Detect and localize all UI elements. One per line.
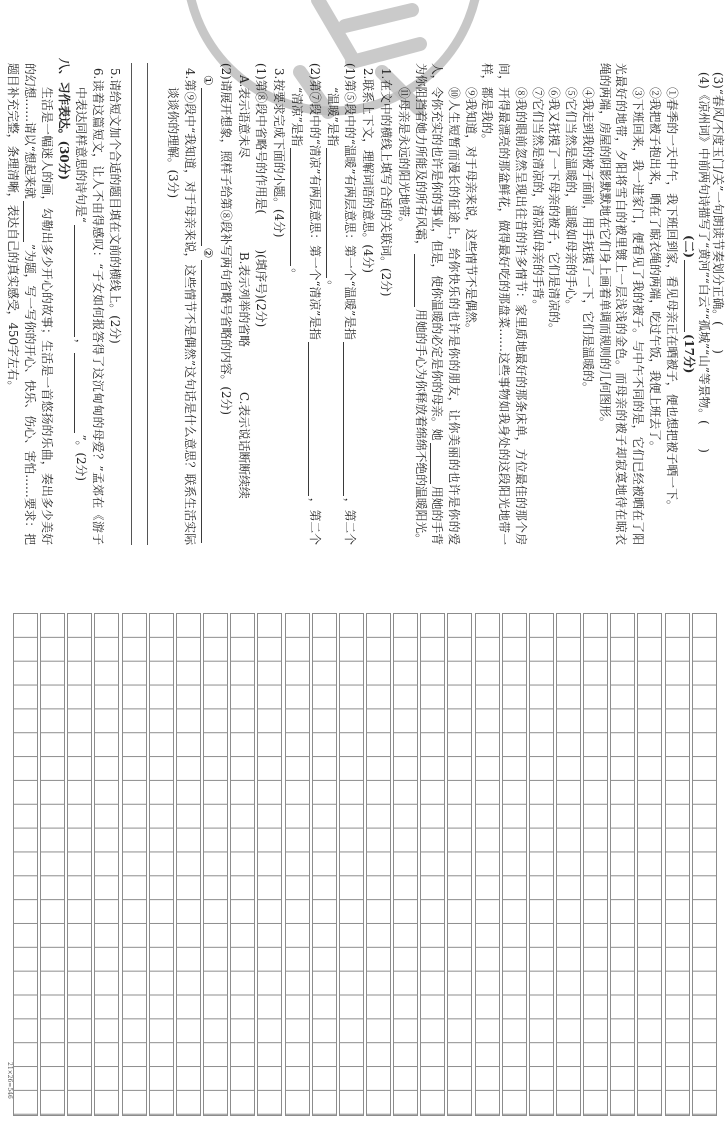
answer-blank (343, 342, 357, 496)
question-2-1 (342, 63, 358, 545)
composition-prompt-line (22, 63, 38, 545)
answer-blank (290, 148, 304, 266)
line-text: (1)第⑤段中的“温暖”有两层意思：第一个“温暖”是指 (343, 63, 357, 340)
conjunction-blank (414, 254, 428, 307)
title-blank (23, 201, 37, 242)
question-2: 2.联系上下文，理解词语的意思。(4分) (361, 68, 375, 273)
passage-line: 间，开得最漂亮的那盆鲜花，做得最好吃的那盘菜……这些事物如我身处的这段阳光地带一 (497, 63, 511, 545)
answer-blank (74, 225, 88, 337)
section-score: (17分) (682, 333, 696, 374)
line-text: (2)第⑦段中的“清凉”有两层意思：第一个“清凉”是指 (308, 63, 322, 340)
question-3: 3.按要求完成下面的小题。(4分) (272, 68, 286, 238)
question-3-1: (1)第⑧段中省略号的作用是( )(填序号)(2分) (254, 63, 268, 328)
line-text: ”为题，写一写你的开心、快乐、伤心、害怕……要求：把 (23, 244, 37, 545)
passage-line: 光最好的地带，夕阳将雪白的被里镀上一层浅浅的金色。而母亲的被子却寂寞地待在晾衣 (614, 63, 628, 545)
line-text: ，第二个 (343, 497, 357, 545)
line-text: 。 (290, 268, 304, 281)
answer-blank (74, 353, 88, 433)
line-text: 的幻想……请以“想起来就 (23, 63, 37, 199)
question-6: 6.读着这篇短文，让人不由得感叹：“子女如何报答得了这沉甸甸的母爱？”孟郊在《游子 (91, 68, 105, 545)
option-b: B.表示列举的省略 (237, 252, 251, 347)
passage-line: ②我把被子抱出来，晒在了晾衣绳的两端，吃过午饭，我便上班去了。 (648, 87, 662, 453)
line-text: 。 (326, 280, 340, 293)
passage-line: ①春季的一天中午，我下班回到家，看见母亲正在晒被子，便也想把被子晒一下。 (665, 87, 679, 512)
passage-line: ⑩人生短暂而漫长的征途上，给你快乐的也许是你的朋友，让你美丽的也许是你的爱 (447, 87, 461, 545)
question-6-continued (73, 87, 89, 481)
line-text: ， (74, 338, 88, 351)
line-text: ”。(2分) (74, 434, 88, 481)
passage-line: ③下班回来，我一进家门，便看见了我的被子。与中午不同的是，它们已经被晒在了阳 (631, 87, 645, 545)
answer-blank (308, 342, 322, 496)
composition-prompt-line: 生活是一幅迷人的画，勾勒出多少开心的故事；生活是一首悠扬的乐曲，奏出多少美好 (40, 87, 54, 545)
passage-line-with-blank (429, 63, 445, 545)
answer-blank (201, 88, 215, 246)
passage-line: 样，都是我的。 (480, 63, 494, 146)
passage-line-with-blank (413, 63, 429, 545)
passage-line: ⑥我又抚摸了一下母亲的被子，它们是清凉的。 (547, 87, 561, 335)
answer-label-1: ① (201, 75, 215, 86)
passage-heading (681, 235, 697, 373)
grid-count-label: 21×26=546 (6, 1062, 13, 1099)
question-3-2-answers (200, 75, 216, 545)
answer-blank (201, 260, 215, 543)
title-blank (684, 260, 694, 332)
option-c: C.表示说话断断续续 (237, 392, 251, 499)
composition-heading: 八、习作表达。(30分) (57, 58, 71, 180)
question-3-2: (2)请展开想象，照样子给第⑧段补写两句省略号省略的内容。(2分) (219, 63, 233, 415)
section-label: (二) (682, 235, 696, 258)
question-3-poem-rhythm: (3)“春风/不度玉门/关”一句朗读节奏划分正确。( ) (711, 72, 725, 354)
question-1: 1.在文中的横线上填写合适的关联词。(2分) (379, 68, 393, 297)
passage-line: ⑧我的眼前忽然呈现出往昔的许多情节：家里质地最好的那条床单，方位最佳的那个房 (514, 87, 528, 545)
line-text: 中表达同样意思的诗句是“ (74, 87, 88, 223)
question-2-1-continued (325, 87, 341, 292)
line-text: 人，令你充实的也许是你的事业，但是，使你温暖的必定是你的母亲。她 (430, 63, 444, 441)
line-text: ，第二个 (308, 497, 322, 545)
line-text: 用她的手心为你释放着绵绵不绝的温暖阳光。 (414, 309, 428, 545)
line-text: “清凉”是指 (290, 87, 304, 147)
question-2-2 (307, 63, 323, 545)
passage-line: ⑪母亲是永远的阳光地带。 (397, 87, 411, 229)
composition-prompt-line: 题目补充完整，条理清晰，表达自己的真实感受，450字左右。 (6, 63, 20, 393)
answer-line (147, 63, 148, 545)
question-4: 4.第⑨段中“我知道，对于母亲来说，这些情节不是偶然”这句话是什么意思？联系生活实际 (183, 68, 197, 545)
option-a: A.表示语意未尽 (237, 75, 251, 159)
question-4-continued: 谈谈你的理解。(3分) (166, 87, 180, 199)
answer-blank (326, 148, 340, 278)
passage-line: ⑦它们当然是清凉的，清凉如母亲的手背。 (531, 87, 545, 312)
passage-line: ④我走到我的被子面前，用手抚摸了一下，它们是温暖的。 (581, 87, 595, 394)
question-5: 5.请给短文加个合适的题目填在文前的横线上。(2分) (108, 68, 122, 344)
passage-line: ⑤它们当然是温暖的，温暖如母亲的手心。 (564, 87, 578, 312)
line-text: 用她的手背 (430, 486, 444, 545)
passage-line: ⑨我知道，对于母亲来说，这些情节不是偶然。 (464, 87, 478, 335)
question-2-2-continued (289, 87, 305, 280)
answer-label-2: ② (201, 247, 215, 259)
line-text: 为你阻挡着她力所能及的所有风霜， (414, 63, 428, 252)
line-text: “温暖”是指 (326, 87, 340, 147)
conjunction-blank (430, 443, 444, 484)
passage-line: 绳的两端，房屋的阴影默默地在它们身上画着单调而规则的几何图形。 (598, 63, 612, 429)
question-3-1-options (236, 0, 252, 545)
answer-line (131, 63, 132, 545)
question-4-poem-scenery: (4)《凉州词》中前两句诗描写了“黄河”“白云”“孤城”“山”等景物。( ) (697, 72, 711, 453)
